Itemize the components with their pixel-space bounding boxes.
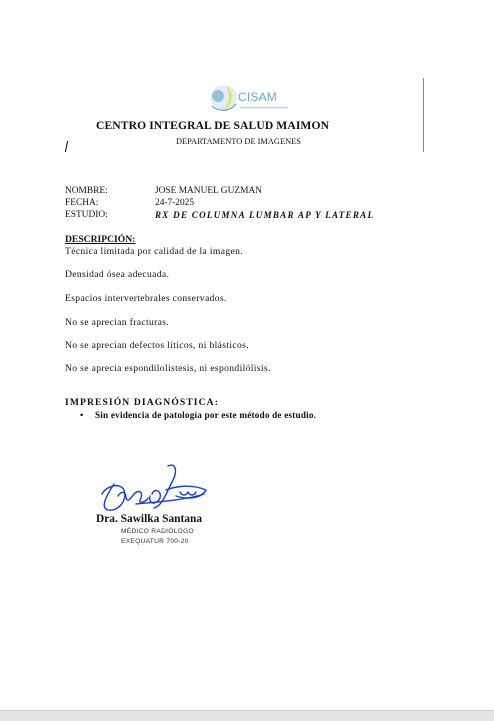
date-value: 24-7-2025 — [155, 198, 195, 208]
patient-name-value: JOSE MANUEL GUZMAN — [155, 186, 262, 196]
viewer-bottom-bar — [0, 710, 494, 721]
signature-name: Dra. Sawilka Santana — [96, 513, 203, 525]
department-name: DEPARTAMENTO DE IMAGENES — [176, 137, 301, 146]
study-label: ESTUDIO: — [65, 210, 108, 220]
impression-title: IMPRESIÓN DIAGNÓSTICA: — [65, 397, 219, 408]
finding-line: No se aprecia espondilolistesis, ni espondilólisis. — [65, 363, 271, 374]
patient-name-label: NOMBRE: — [65, 186, 108, 196]
organization-name: CENTRO INTEGRAL DE SALUD MAIMON — [96, 119, 330, 132]
impression-text: Sin evidencia de patología por este método de estudio. — [95, 410, 317, 420]
finding-line: No se aprecian defectos líticos, ni blásticos. — [65, 340, 249, 351]
date-label: FECHA: — [65, 198, 99, 208]
text-cursor — [65, 141, 68, 152]
study-value: RX DE COLUMNA LUMBAR AP Y LATERAL — [155, 210, 375, 220]
finding-line: Densidad ósea adecuada. — [65, 269, 170, 280]
finding-line: No se aprecian fracturas. — [65, 317, 170, 328]
signature-exequatur: EXEQUATUR 700-20 — [121, 538, 189, 545]
margin-line — [423, 78, 424, 152]
description-title: DESCRIPCIÓN: — [65, 234, 136, 245]
logo-text: CISAM — [238, 90, 278, 104]
finding-line: Espacios intervertebrales conservados. — [65, 293, 227, 304]
finding-line: Técnica limitada por calidad de la imagen. — [65, 246, 243, 257]
bullet-icon: • — [80, 410, 84, 420]
signature-role: MÉDICO RADIÓLOGO — [121, 528, 194, 535]
handwritten-signature-icon — [96, 460, 212, 518]
